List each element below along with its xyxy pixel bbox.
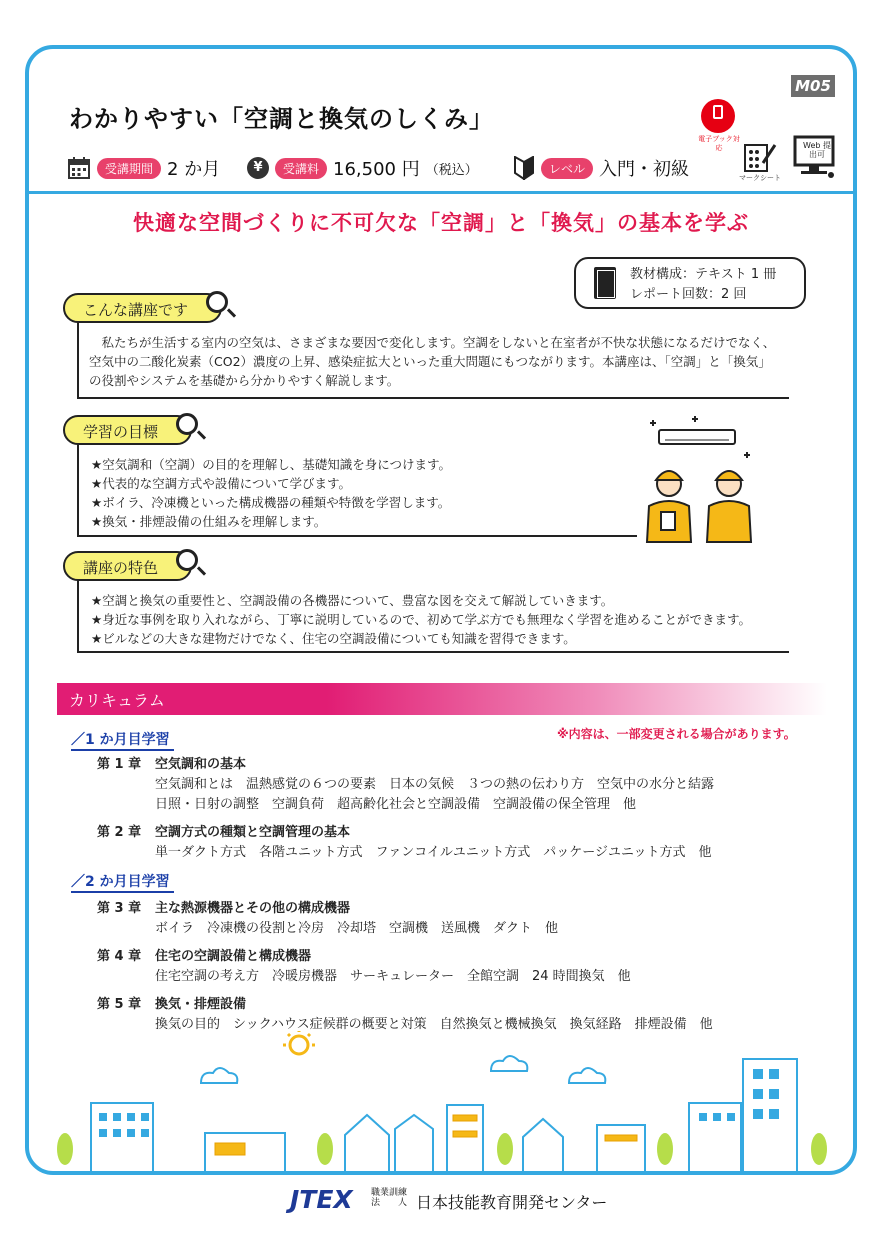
chapter-title: 空気調和の基本	[155, 757, 247, 772]
chapter-title: 住宅の空調設備と構成機器	[155, 949, 312, 964]
about-line: 空気中の二酸化炭素（CO2）濃度の上昇、感染症拡大といった重大問題にもつながります。本講座は、「空調」と「換気」	[89, 354, 771, 369]
corp-type	[371, 1188, 407, 1208]
level-info	[513, 155, 689, 181]
catchphrase: 快適な空間づくりに不可欠な「空調」と「換気」の基本を学ぶ	[133, 211, 749, 235]
level-pill: レベル	[541, 158, 593, 179]
marksheet-icon	[743, 141, 777, 173]
chapter-title: 空調方式の種類と空調管理の基本	[155, 825, 351, 840]
ebook-icon	[701, 99, 735, 133]
chapter-topics: 空気調和とは 温熱感覚の６つの要素 日本の気候 ３つの熱の伝わり方 空気中の水分と結露	[155, 777, 715, 792]
goal-item: ★ボイラ、冷凍機といった構成機器の種類や特徴を学習します。	[91, 495, 451, 510]
chapter-number: 第 4 章	[97, 949, 142, 964]
fee-value: 16,500 円	[333, 159, 420, 180]
web-label: Web 提出可	[803, 141, 831, 159]
about-heading: こんな講座です	[83, 301, 189, 319]
goals-heading: 学習の目標	[83, 423, 159, 441]
features-heading: 講座の特色	[83, 559, 159, 577]
features-heading-tab	[63, 551, 192, 581]
ebook-label: 電子ブック対応	[698, 135, 740, 152]
city-skyline-illustration	[29, 1031, 857, 1175]
chapter-title: 換気・排煙設備	[155, 997, 247, 1012]
curriculum-bar	[57, 683, 827, 715]
chapter-title: 主な熱源機器とその他の構成機器	[155, 901, 351, 916]
chapter-topics: 住宅空調の考え方 冷暖房機器 サーキュレーター 全館空調 24 時間換気 他	[155, 969, 631, 984]
about-text	[89, 333, 829, 390]
cloud-icon	[201, 1056, 605, 1083]
header-divider	[29, 191, 853, 194]
feature-item: ★身近な事例を取り入れながら、丁寧に説明しているので、初めて学ぶ方でも無理なく学習を進めることができます。	[91, 612, 751, 627]
chapter-number: 第 5 章	[97, 997, 142, 1012]
month1-heading: ／1 か月目学習	[71, 729, 174, 751]
course-card	[25, 45, 857, 1175]
beginner-mark-icon	[513, 156, 535, 180]
jtex-logo: JTEX	[290, 1185, 353, 1214]
features-list	[91, 591, 831, 648]
organization-name: 日本技能教育開発センター	[416, 1193, 608, 1212]
fee-note: （税込）	[425, 162, 478, 178]
about-line: 私たちが生活する室内の空気は、さまざまな要因で変化します。空調をしないと在室者が不快な状態になるだけでなく、	[89, 335, 776, 350]
calendar-icon	[67, 156, 91, 180]
corp-type-line: 職業訓練	[371, 1188, 408, 1198]
sun-icon	[283, 1031, 315, 1054]
feature-item: ★ビルなどの大きな建物だけでなく、住宅の空調設備についても知識を習得できます。	[91, 631, 576, 646]
magnifier-icon	[176, 549, 198, 571]
goal-item: ★空気調和（空調）の目的を理解し、基礎知識を身につけます。	[91, 457, 451, 472]
curriculum-note: ※内容は、一部変更される場合があります。	[557, 727, 796, 741]
magnifier-icon	[206, 291, 228, 313]
month2-heading: ／2 か月目学習	[71, 871, 174, 893]
chapter-number: 第 2 章	[97, 825, 142, 840]
chapter-topics: ボイラ 冷凍機の役割と冷房 冷却塔 空調機 送風機 ダクト 他	[155, 921, 559, 936]
chapter-topics: 単一ダクト方式 各階ユニット方式 ファンコイルユニット方式 パッケージユニット方式 他	[155, 845, 712, 860]
goals-heading-tab	[63, 415, 192, 445]
level-value: 入門・初級	[599, 159, 690, 180]
course-title: わかりやすい「空調と換気のしくみ」	[69, 105, 494, 133]
fee-pill: 受講料	[275, 158, 327, 179]
goals-list	[91, 455, 631, 531]
chapter-topics: 換気の目的 シックハウス症候群の概要と対策 自然換気と機械換気 換気経路 排煙設備 他	[155, 1017, 713, 1032]
magnifier-icon	[176, 413, 198, 435]
chapter-number: 第 3 章	[97, 901, 142, 916]
chapter-topics: 日照・日射の調整 空調負荷 超高齢化社会と空調設備 空調設備の保全管理 他	[155, 797, 637, 812]
yen-icon: ¥	[247, 157, 269, 179]
feature-item: ★空調と換気の重要性と、空調設備の各機器について、豊富な図を交えて解説していきます。	[91, 593, 614, 608]
reports-text: レポート回数：2 回	[630, 287, 747, 302]
curriculum-heading: カリキュラム	[69, 691, 165, 710]
about-heading-tab	[63, 293, 222, 323]
course-code-badge: M05	[791, 75, 835, 97]
period-value: 2 か月	[167, 159, 221, 180]
about-line: の役割やシステムを基礎から分かりやすく解説します。	[89, 373, 400, 388]
chapter-number: 第 1 章	[97, 757, 142, 772]
fee-info	[247, 155, 478, 181]
marksheet-label: マークシート	[739, 174, 781, 182]
materials-text: 教材構成：テキスト 1 冊	[630, 267, 777, 282]
book-icon	[594, 267, 616, 299]
period-info	[67, 155, 220, 181]
materials-box	[574, 257, 806, 309]
goal-item: ★換気・排煙設備の仕組みを理解します。	[91, 514, 327, 529]
corp-type-line: 法 人	[371, 1198, 408, 1208]
workers-aircon-illustration	[629, 414, 769, 544]
goal-item: ★代表的な空調方式や設備について学びます。	[91, 476, 351, 491]
period-pill: 受講期間	[97, 158, 161, 179]
